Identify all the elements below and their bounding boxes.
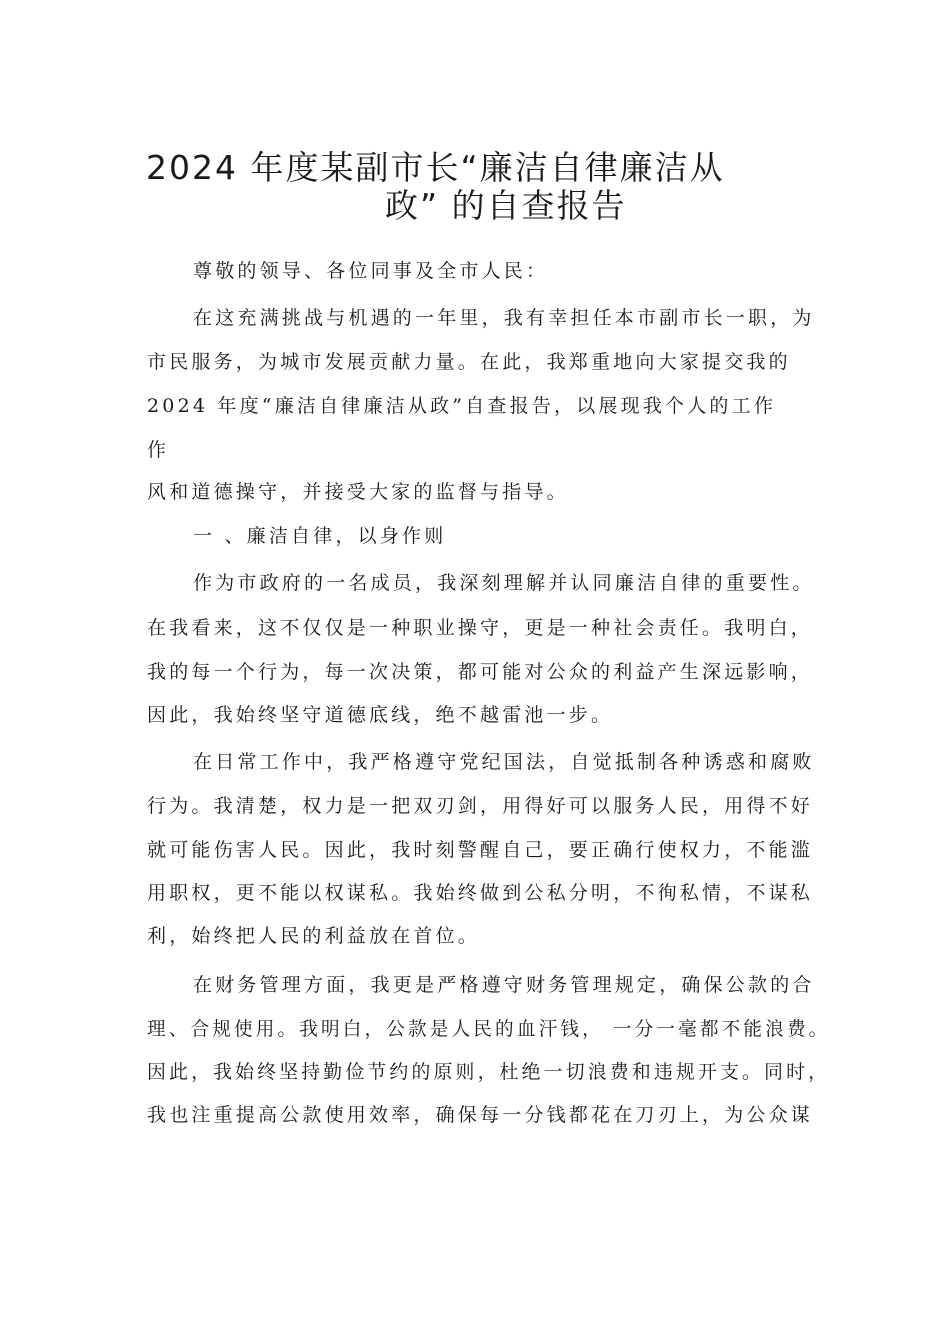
paragraph-line: 因此，我始终坚守道德底线，绝不越雷池一步。	[147, 704, 614, 726]
paragraph-line: 我的每一个行为，每一次决策，都可能对公众的利益产生深远影响，	[147, 661, 814, 683]
paragraph-line: 作	[147, 439, 170, 461]
paragraph-line: 在日常工作中，我严格遵守党纪国法，自觉抵制各种诱惑和腐败	[193, 751, 815, 773]
paragraph-line: 用职权，更不能以权谋私。我始终做到公私分明，不徇私情，不谋私	[147, 882, 814, 904]
paragraph-line: 行为。我清楚，权力是一把双刃剑，用得好可以服务人民，用得不好	[147, 795, 814, 817]
paragraph-line: 理、合规使用。我明白，公款是人民的血汗钱， 一分一毫都不能浪费。	[147, 1018, 831, 1040]
paragraph-line: 利，始终把人民的利益放在首位。	[147, 925, 481, 947]
document-title-line-1: 2024 年度某副市长“廉洁自律廉洁从	[146, 148, 725, 187]
salutation: 尊敬的领导、各位同事及全市人民：	[193, 260, 549, 282]
paragraph-line: 因此，我始终坚持勤俭节约的原则，杜绝一切浪费和违规开支。同时，	[147, 1061, 831, 1083]
paragraph-line: 在这充满挑战与机遇的一年里，我有幸担任本市副市长一职，为	[193, 307, 815, 329]
paragraph-line: 我也注重提高公款使用效率，确保每一分钱都花在刀刃上，为公众谋	[147, 1104, 814, 1126]
paragraph-line: 在财务管理方面，我更是严格遵守财务管理规定，确保公款的合	[193, 974, 815, 996]
document-title-line-2: 政” 的自查报告	[385, 186, 627, 225]
paragraph-line: 在我看来，这不仅仅是一种职业操守，更是一种社会责任。我明白，	[147, 617, 814, 639]
section-heading: 一 、廉洁自律，以身作则	[193, 525, 447, 547]
paragraph-line: 2024 年度“廉洁自律廉洁从政”自查报告，以展现我个人的工作	[147, 395, 777, 417]
paragraph-line: 市民服务，为城市发展贡献力量。在此，我郑重地向大家提交我的	[147, 351, 791, 373]
paragraph-line: 就可能伤害人民。因此，我时刻警醒自己，要正确行使权力，不能滥	[147, 839, 814, 861]
paragraph-line: 风和道德操守，并接受大家的监督与指导。	[147, 481, 569, 503]
paragraph-line: 作为市政府的一名成员，我深刻理解并认同廉洁自律的重要性。	[193, 572, 815, 594]
